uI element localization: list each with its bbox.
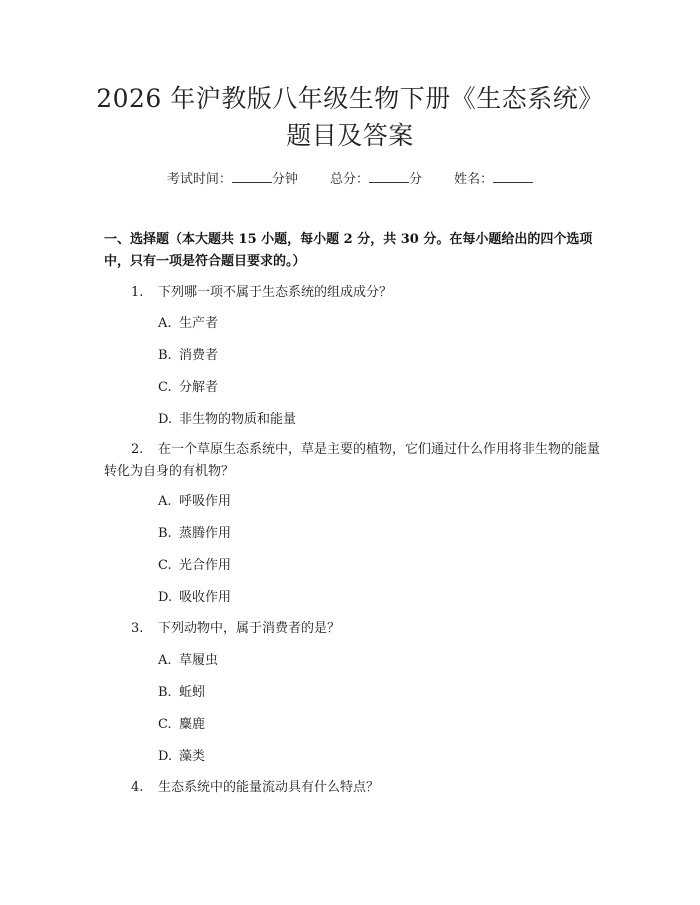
option-text: 光合作用 — [179, 558, 232, 573]
student-name-label: 姓名： — [454, 172, 494, 187]
question-number: 1. — [131, 285, 144, 300]
option-letter: D. — [158, 412, 173, 427]
option-letter: A. — [158, 653, 172, 668]
exam-time-unit: 分钟 — [271, 172, 298, 187]
option-letter: D. — [158, 749, 173, 764]
option-letter: C. — [158, 717, 172, 732]
option-letter: D. — [158, 590, 173, 605]
option-1b[interactable] — [158, 346, 218, 366]
document-title-line2: 题目及答案 — [286, 121, 414, 150]
option-1a[interactable] — [158, 314, 218, 334]
question-text: 下列哪一项不属于生态系统的组成成分？ — [158, 285, 393, 300]
question-number: 3. — [131, 621, 144, 636]
option-letter: B. — [158, 348, 172, 363]
option-letter: B. — [158, 526, 172, 541]
option-2b[interactable] — [158, 524, 231, 544]
option-2a[interactable] — [158, 492, 231, 512]
option-text: 蚯蚓 — [179, 685, 206, 700]
question-2 — [104, 439, 601, 483]
section-heading: 一、选择题（本大题共 15 小题，每小题 2 分，共 30 分。在每小题给出的四个选项中，只有一项是符合题目要求的。） — [104, 232, 593, 269]
question-text: 下列动物中，属于消费者的是？ — [158, 621, 341, 636]
option-text: 蒸腾作用 — [179, 526, 232, 541]
option-2c[interactable] — [158, 556, 231, 576]
option-3a[interactable] — [158, 651, 218, 671]
option-1c[interactable] — [158, 378, 218, 398]
option-text: 吸收作用 — [179, 590, 232, 605]
total-score-field — [330, 169, 422, 189]
option-text: 藻类 — [179, 749, 206, 764]
option-letter: C. — [158, 380, 172, 395]
option-letter: A. — [158, 494, 172, 509]
student-name-blank[interactable] — [493, 169, 533, 183]
option-3d[interactable] — [158, 747, 205, 767]
option-text: 麋鹿 — [179, 717, 206, 732]
document-title-line1: 2026 年沪教版八年级生物下册《生态系统》 — [96, 84, 604, 113]
exam-meta-line — [0, 169, 700, 189]
option-letter: C. — [158, 558, 172, 573]
student-name-field — [454, 169, 533, 189]
question-number: 4. — [131, 780, 144, 795]
question-text: 生态系统中的能量流动具有什么特点？ — [158, 780, 380, 795]
option-text: 分解者 — [179, 380, 219, 395]
question-3 — [131, 618, 601, 640]
option-letter: B. — [158, 685, 172, 700]
option-text: 草履虫 — [179, 653, 219, 668]
option-3c[interactable] — [158, 715, 205, 735]
option-2d[interactable] — [158, 588, 231, 608]
option-text: 生产者 — [179, 316, 219, 331]
question-4 — [131, 777, 601, 799]
option-text: 非生物的物质和能量 — [179, 412, 297, 427]
question-text: 在一个草原生态系统中，草是主要的植物，它们通过什么作用将非生物的能量转化为自身的有机物？ — [104, 442, 601, 479]
exam-time-blank[interactable] — [232, 169, 272, 183]
total-score-blank[interactable] — [369, 169, 409, 183]
total-score-unit: 分 — [409, 172, 423, 187]
option-text: 消费者 — [179, 348, 219, 363]
exam-time-field — [167, 169, 298, 189]
option-1d[interactable] — [158, 410, 296, 430]
exam-time-label: 考试时间： — [166, 172, 232, 187]
total-score-label: 总分： — [329, 172, 369, 187]
option-3b[interactable] — [158, 683, 205, 703]
question-1 — [131, 282, 601, 304]
option-letter: A. — [158, 316, 172, 331]
option-text: 呼吸作用 — [179, 494, 232, 509]
question-number: 2. — [131, 442, 144, 457]
